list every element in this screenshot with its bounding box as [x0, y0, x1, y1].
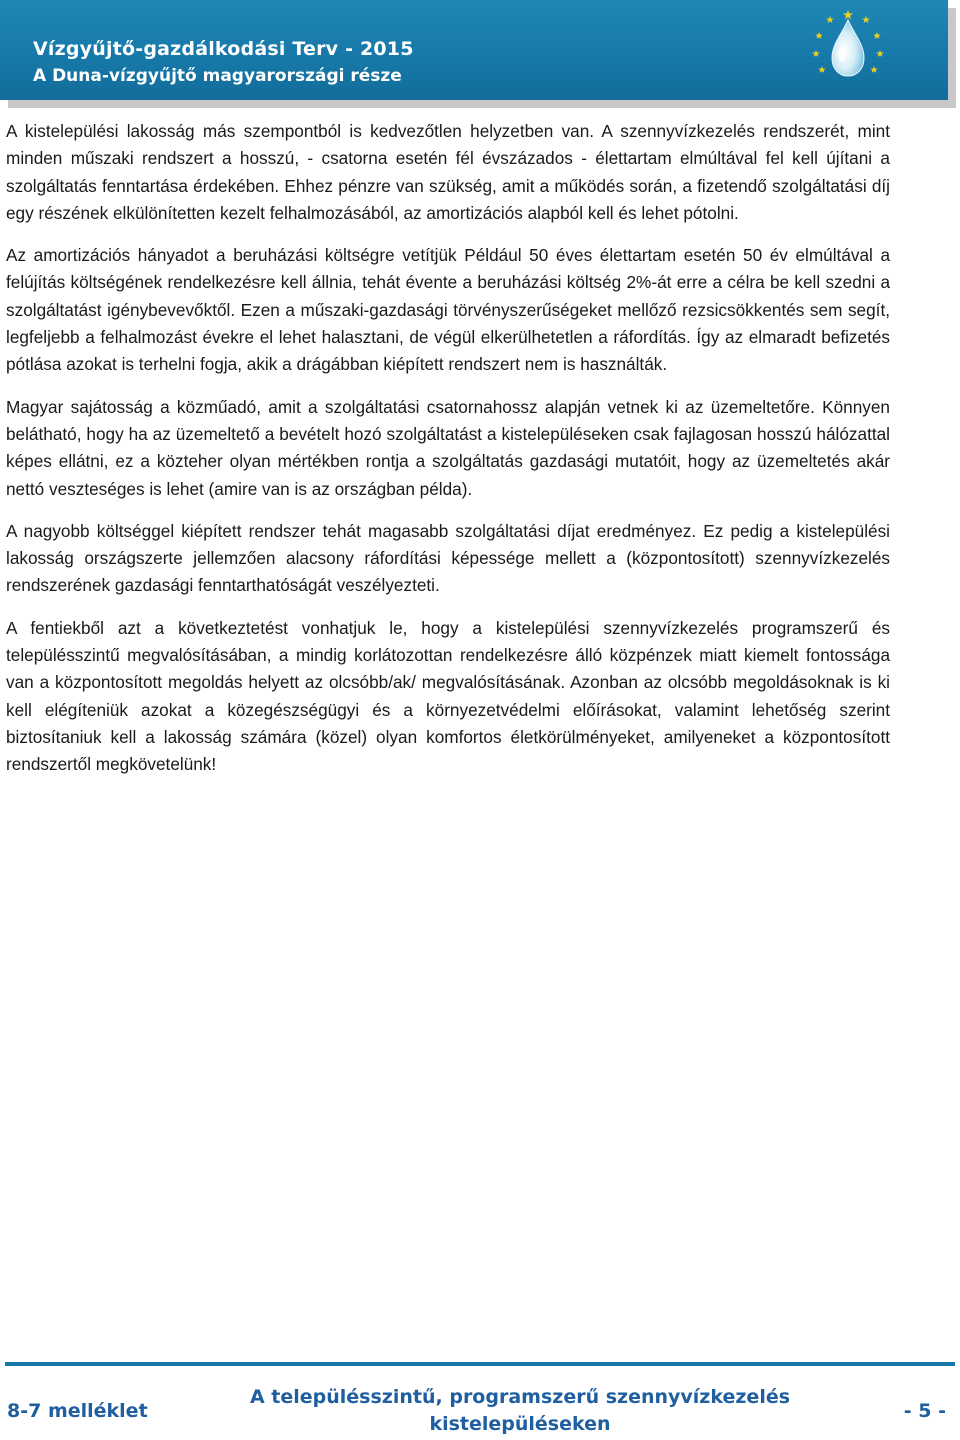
document-subtitle: A Duna-vízgyűjtő magyarországi része: [33, 66, 402, 86]
body-paragraph: Magyar sajátosság a közműadó, amit a szolgáltatási csatornahossz alapján vetnek ki az üzemeltetőre. Könnyen belátható, hogy ha az üzemeltető a bevételt hozó szolgáltatást a kistelepüléseken csak fajlagosan hosszú hálózattal képes ellátni, ez a közteher olyan mértékben rontja a szolgáltatás gazdasági mutatóit, hogy az üzemeltetés akár nettó veszteséges is lehet (amire van is az országban példa).: [6, 396, 890, 499]
header-shadow: [8, 100, 954, 108]
footer-title-line-1: A településszintű, programszerű szennyvízkezelés: [249, 1386, 791, 1408]
header-shadow-right: [948, 8, 956, 108]
document-title: Vízgyűjtő-gazdálkodási Terv - 2015: [33, 38, 414, 60]
footer-divider: [5, 1362, 955, 1366]
body-paragraph: A nagyobb költséggel kiépített rendszer tehát magasabb szolgáltatási díjat eredményez. Ez pedig a kistelepülési lakosság országszerte jellemzően alacsony ráfordítási képessége mellett a (központosított) szennyvízkezelés rendszerének gazdasági fenntarthatóságát veszélyezteti.: [6, 520, 890, 596]
body-paragraph: A kistelepülési lakosság más szempontból is kedvezőtlen helyzetben van. A szennyvízkezelés rendszerét, mint minden műszaki rendszert a hosszú, - csatorna esetén fél évszázados - élettartam elmúltával fel kell újítani a szolgáltatás fenntartása érdekében. Ehhez pénzre van szükség, amit a működés során, a fizetendő szolgáltatási díj egy részének elkülönítetten kezelt felhalmozásából, az amortizációs alapból kell és lehet pótolni.: [6, 121, 890, 223]
page-number: - 5 -: [903, 1400, 946, 1422]
page-footer: [0, 1362, 960, 1440]
body-paragraph: Az amortizációs hányadot a beruházási költségre vetítjük Például 50 éves élettartam esetén 50 év elmúltával a felújítás költségének rendelkezésre kell állnia, tehát évente a beruházási költség 2%-át erre a célra be kell szedni a szolgáltatást igénybevevőktől. Ezen a műszaki-gazdasági törvényszerűségeket mellőző rezsicsökkentés sem segít, legfeljebb a felhalmozást évekre el lehet halasztani, de végül elkerülhetetlen a ráfordítás. Így az elmaradt befizetés pótlása azokat is terhelni fogja, akik a drágábban kiépített rendszert nem is használták.: [6, 245, 890, 375]
page-header: [0, 0, 960, 110]
document-body: [6, 118, 890, 794]
body-paragraph: A fentiekből azt a következtetést vonhatjuk le, hogy a kistelepülési szennyvízkezelés programszerű és településszintű megvalósításában, a mindig korlátozottan rendelkezésre álló közpénzek miatt kiemelt fontossága van a központosított megoldás helyett az olcsóbb/ak/ megvalósításának. Azonban az olcsóbb megoldásoknak is ki kell elégíteniük azokat a közegészségügyi és a környezetvédelmi előírásokat, valamint lehetőség szerint biztosítaniuk kell a lakosság számára (közel) olyan komfortos életkörülményeket, amilyeneket a központosított rendszertől megkövetelünk!: [6, 617, 890, 775]
footer-title-line-2: kistelepüléseken: [429, 1413, 611, 1435]
footer-document-name: [210, 1384, 830, 1438]
annex-label: 8-7 melléklet: [7, 1400, 148, 1422]
water-drop-eu-stars-icon: [808, 6, 888, 86]
